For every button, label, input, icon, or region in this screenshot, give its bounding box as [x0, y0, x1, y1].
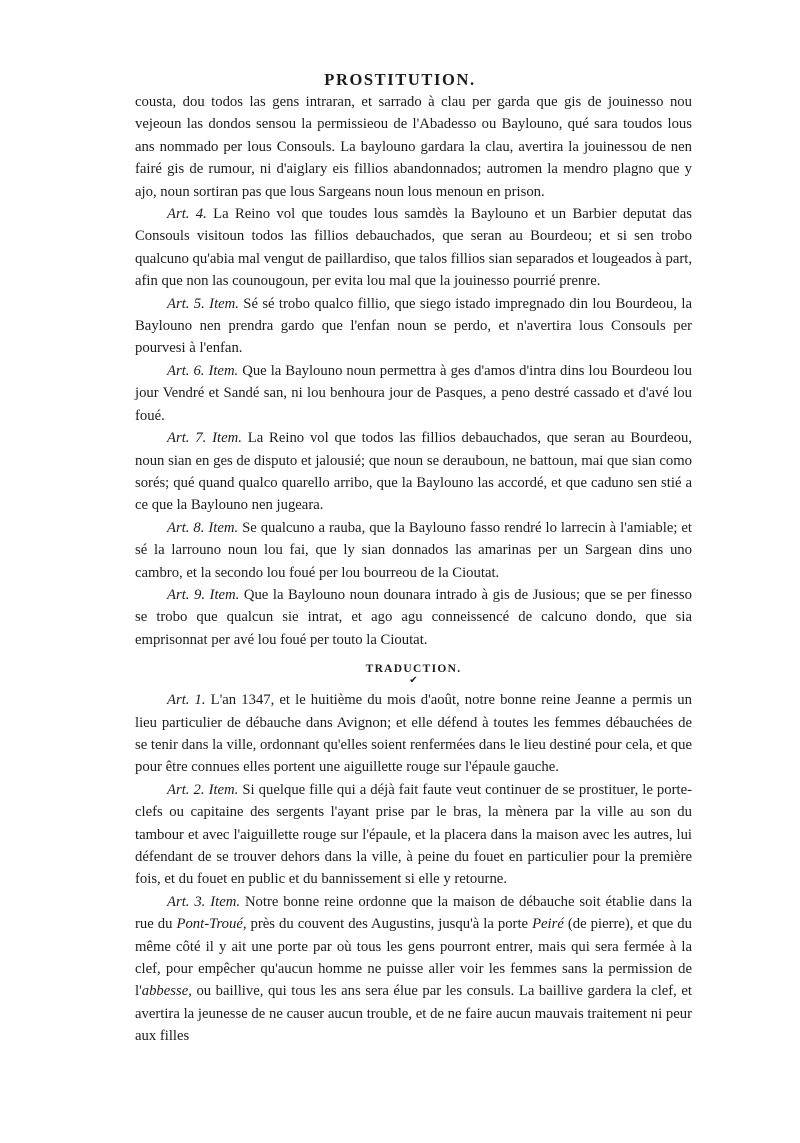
article-paragraph	[135, 360, 692, 427]
article-text: Notre bonne reine ordonne que la maison de débauche soit établie dans la rue du	[135, 893, 692, 933]
article-text: Que la Baylouno noun permettra à ges d'amos d'intra dins lou Bourdeou lou jour Vendré et Sandé san, ni lou benhoura jour de Pasques, a peno destré cassado et d'avé lou foué.	[135, 362, 692, 424]
article-label: Art. 5.	[167, 295, 210, 312]
item-label: Item.	[210, 893, 245, 910]
article-text: La Reino vol que toudes lous samdès la Baylouno et un Barbier deputat das Consouls visitoun todos las fillios debauchados, que seran au Bourdeou; et si sen trobo qualcuno qu'abia mal vengut de paillardiso, que talos fillios sian separados et lougeados à part, afin que non las counougoun, per evita lou mal que la jouinesso pourrié prenre.	[135, 206, 692, 290]
body-text	[135, 91, 692, 1048]
article-paragraph	[135, 293, 692, 360]
ornament-mark: ✔	[409, 675, 418, 687]
article-paragraph	[135, 891, 692, 1048]
item-label: Item.	[212, 430, 248, 447]
article-label: Art. 9.	[167, 586, 210, 603]
article-text: Se qualcuno a rauba, que la Baylouno fasso rendré lo larrecin à l'amiable; et sé la larrouno noun lou fai, que ly sian donnados las amarinas per un Sargean dins uno cambro, et la secondo lou foué per lou bourreou de la Cioutat.	[135, 519, 692, 581]
article-text: La Reino vol que todos las fillios debauchados, que seran au Bourdeou, noun sian en ges de disputo et jalousié; que noun se derauboun, ne battoun, mai que sian como sorés; qué quand qualco quarello arribo, que la Baylouno las accordé, et que caduno sen stié a ce que la Baylouno nen jugeara.	[135, 430, 692, 514]
item-label: Item.	[208, 519, 243, 536]
article-label: Art. 7.	[167, 430, 213, 447]
abbesse-word: abbesse	[141, 983, 189, 1000]
article-paragraph	[135, 779, 692, 891]
article-label: Art. 2.	[167, 781, 209, 798]
article-text: , ou baillive, qui tous les ans sera élue par les consuls. La baillive gardera la clef, et avertira la jeunesse de ne causer aucun trouble, et de ne faire aucun mauvais traitement ni peur aux filles	[135, 983, 692, 1045]
continued-paragraph: cousta, dou todos las gens intraran, et sarrado à clau per garda que gis de jouinesso nou vejeoun las dondos sensou la permissieou de l'Abadesso ou Baylouno, qué sara toudos lous ans nommado per lous Consouls. La baylouno gardara la clau, avertira la jouinessou de nen fairé gis de rumour, ni d'aiglary eis fillios abandonnados; autromen la mendro plagno que y ajo, noun sortiran pas que lous Sargeans noun lous menoun en prison.	[135, 94, 692, 200]
article-paragraph	[135, 689, 692, 779]
item-label: Item.	[209, 586, 244, 603]
article-label: Art. 4.	[167, 206, 214, 223]
running-head: PROSTITUTION.	[324, 70, 476, 89]
item-label: Item.	[208, 362, 243, 379]
article-paragraph	[135, 517, 692, 584]
item-label: Item.	[208, 781, 243, 798]
article-text: L'an 1347, et le huitième du mois d'août, notre bonne reine Jeanne a permis un lieu particulier de débauche dans Avignon; et elle défend à toutes les femmes débauchées de se tenir dans la ville, ordonnant qu'elles soient renfermées dans le lieu destiné pour cela, et que pour être connues elles portent une aiguillette rouge sur l'épaule gauche.	[135, 692, 692, 776]
article-label: Art. 6.	[167, 362, 209, 379]
article-label: Art. 8.	[167, 519, 209, 536]
door-name: Peiré	[532, 916, 564, 933]
article-paragraph	[135, 584, 692, 651]
section-heading: TRADUCTION.	[365, 663, 462, 676]
article-text: , près du couvent des Augustins, jusqu'à la porte	[242, 916, 533, 933]
place-name: Pont-Troué	[176, 916, 243, 933]
article-paragraph	[135, 427, 692, 517]
item-label: Item.	[209, 295, 244, 312]
article-text: Si quelque fille qui a déjà fait faute veut continuer de se prostituer, le porte-clefs ou capitaine des sergents l'ayant prise par le bras, la mènera par la ville au son du tambour et avec l'aiguillette rouge sur l'épaule, et la placera dans la maison avec les autres, lui défendant de se trouver dehors dans la ville, à peine du fouet en particulier pour la première fois, et du fouet en public et du bannissement si elle y retourne.	[135, 781, 692, 888]
article-text: Que la Baylouno noun dounara intrado à gis de Jusious; que se per finesso se trobo que qualcun sie intrat, et ago agu conneissencé de calcuno dondo, que sia emprisonnat per avé lou foué per touto la Cioutat.	[135, 586, 692, 648]
article-paragraph	[135, 203, 692, 293]
article-label: Art. 1.	[167, 692, 211, 709]
article-label: Art. 3.	[167, 893, 211, 910]
article-text: (de pierre), et que du même côté il y ait une porte par où tous les gens pourront entrer, mais qui sera fermée à la clef, pour empêcher qu'aucun homme ne puisse aller voir les femmes sans la permission de l'	[135, 916, 692, 1000]
article-text: Sé sé trobo qualco fillio, que siego istado impregnado din lou Bourdeou, la Baylouno nen prendra gardo que l'enfan noun se perdo, et n'avertira lous Consouls per pourvesi à l'enfan.	[135, 295, 692, 357]
